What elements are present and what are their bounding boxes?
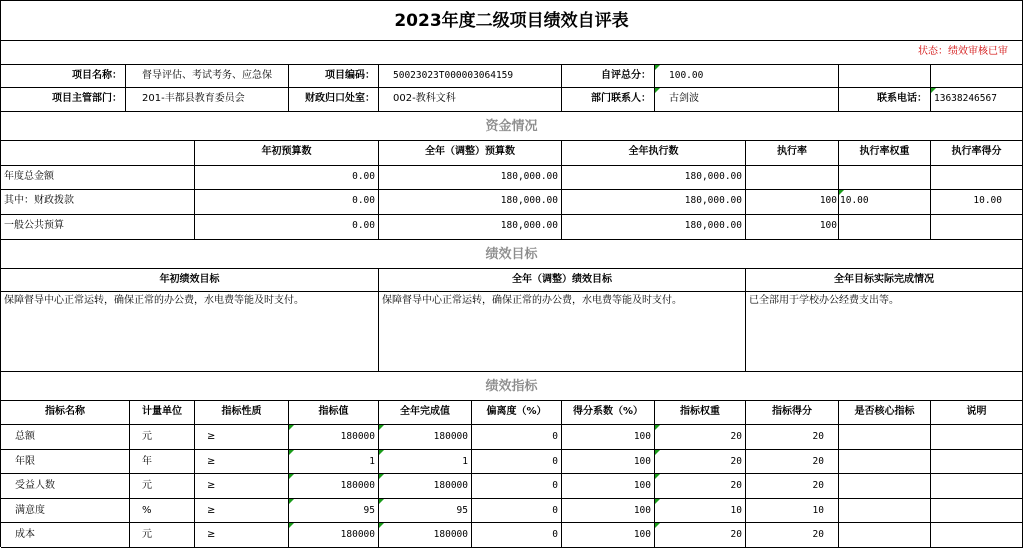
indicator-cell-core[interactable] — [839, 425, 931, 450]
indicator-header-name: 指标名称 — [1, 401, 130, 425]
indicator-cell-weight[interactable]: 20 — [655, 474, 746, 499]
status-text: 状态：绩效审核已审 — [1, 41, 1023, 65]
goals-adjusted-text[interactable]: 保障督导中心正常运转，确保正常的办公费，水电费等能及时支付。 — [379, 292, 746, 372]
self-score-value[interactable]: 100.00 — [655, 65, 839, 88]
finance-label: 财政归口处室： — [289, 88, 379, 112]
indicator-cell-done[interactable]: 180000 — [379, 474, 472, 499]
indicator-cell-name: 总额 — [1, 425, 130, 450]
indicator-cell-weight[interactable]: 10 — [655, 499, 746, 524]
funds-row-score[interactable]: 10.00 — [931, 190, 1023, 215]
indicator-cell-core[interactable] — [839, 474, 931, 499]
indicator-cell-unit[interactable]: 年 — [130, 450, 195, 475]
project-code-label: 项目编码： — [289, 65, 379, 88]
funds-row-adjusted[interactable]: 180,000.00 — [379, 215, 562, 240]
indicator-header-unit: 计量单位 — [130, 401, 195, 425]
funds-header-empty — [1, 141, 195, 166]
indicator-cell-done[interactable]: 95 — [379, 499, 472, 524]
indicator-cell-nature[interactable]: ≥ — [195, 450, 289, 475]
funds-header-rate: 执行率 — [746, 141, 839, 166]
indicator-cell-done[interactable]: 180000 — [379, 523, 472, 548]
funds-row-adjusted[interactable]: 180,000.00 — [379, 166, 562, 190]
indicator-header-value: 指标值 — [289, 401, 379, 425]
funds-row-initial[interactable]: 0.00 — [195, 215, 379, 240]
funds-row-score[interactable] — [931, 166, 1023, 190]
goals-header-initial: 年初绩效目标 — [1, 269, 379, 292]
indicator-cell-note[interactable] — [931, 425, 1023, 450]
goals-section-title: 绩效目标 — [1, 240, 1023, 269]
indicator-cell-score[interactable]: 20 — [746, 474, 839, 499]
indicator-cell-nature[interactable]: ≥ — [195, 523, 289, 548]
phone-value[interactable]: 13638246567 — [931, 88, 1023, 112]
contact-value[interactable]: 古剑波 — [655, 88, 839, 112]
indicator-cell-deviation[interactable]: 0 — [472, 474, 562, 499]
indicator-cell-coef[interactable]: 100 — [562, 523, 655, 548]
indicator-cell-weight[interactable]: 20 — [655, 523, 746, 548]
dept-label: 项目主管部门： — [1, 88, 126, 112]
indicator-cell-score[interactable]: 10 — [746, 499, 839, 524]
indicator-cell-nature[interactable]: ≥ — [195, 499, 289, 524]
indicator-cell-note[interactable] — [931, 474, 1023, 499]
funds-row-name: 年度总金额 — [1, 166, 195, 190]
funds-header-score: 执行率得分 — [931, 141, 1023, 166]
indicator-cell-nature[interactable]: ≥ — [195, 474, 289, 499]
funds-row-name: 一般公共预算 — [1, 215, 195, 240]
indicator-cell-score[interactable]: 20 — [746, 523, 839, 548]
indicator-cell-deviation[interactable]: 0 — [472, 499, 562, 524]
goals-actual-text[interactable]: 已全部用于学校办公经费支出等。 — [746, 292, 1023, 372]
empty-cell — [839, 65, 931, 88]
funds-row-score[interactable] — [931, 215, 1023, 240]
project-name-label: 项目名称： — [1, 65, 126, 88]
indicator-header-done: 全年完成值 — [379, 401, 472, 425]
funds-row-initial[interactable]: 0.00 — [195, 190, 379, 215]
indicator-cell-weight[interactable]: 20 — [655, 450, 746, 475]
self-score-label: 自评总分： — [562, 65, 655, 88]
indicator-header-weight: 指标权重 — [655, 401, 746, 425]
indicator-cell-weight[interactable]: 20 — [655, 425, 746, 450]
sheet-title: 2023年度二级项目绩效自评表 — [1, 1, 1023, 41]
funds-row-initial[interactable]: 0.00 — [195, 166, 379, 190]
project-code-value[interactable]: 50023023T000003064159 — [379, 65, 562, 88]
indicator-header-note: 说明 — [931, 401, 1023, 425]
indicator-cell-value[interactable]: 180000 — [289, 425, 379, 450]
indicator-cell-name: 成本 — [1, 523, 130, 548]
empty-cell — [931, 65, 1023, 88]
funds-row-rate[interactable] — [746, 166, 839, 190]
indicator-cell-nature[interactable]: ≥ — [195, 425, 289, 450]
indicator-header-nature: 指标性质 — [195, 401, 289, 425]
goals-header-actual: 全年目标实际完成情况 — [746, 269, 1023, 292]
indicator-cell-score[interactable]: 20 — [746, 425, 839, 450]
dept-value[interactable]: 201-丰都县教育委员会 — [126, 88, 289, 112]
indicator-cell-coef[interactable]: 100 — [562, 499, 655, 524]
funds-header-initial: 年初预算数 — [195, 141, 379, 166]
goals-initial-text[interactable]: 保障督导中心正常运转，确保正常的办公费，水电费等能及时支付。 — [1, 292, 379, 372]
indicator-cell-coef[interactable]: 100 — [562, 450, 655, 475]
funds-header-executed: 全年执行数 — [562, 141, 746, 166]
indicator-cell-core[interactable] — [839, 450, 931, 475]
funds-header-adjusted: 全年（调整）预算数 — [379, 141, 562, 166]
indicator-cell-note[interactable] — [931, 450, 1023, 475]
indicator-cell-name: 年限 — [1, 450, 130, 475]
funds-row-adjusted[interactable]: 180,000.00 — [379, 190, 562, 215]
indicator-cell-unit[interactable]: 元 — [130, 523, 195, 548]
funds-row-rate[interactable]: 100 — [746, 215, 839, 240]
indicator-header-core: 是否核心指标 — [839, 401, 931, 425]
funds-row-rate[interactable]: 100 — [746, 190, 839, 215]
indicator-header-score: 指标得分 — [746, 401, 839, 425]
indicator-cell-deviation[interactable]: 0 — [472, 523, 562, 548]
funds-row-executed[interactable]: 180,000.00 — [562, 215, 746, 240]
indicator-cell-value[interactable]: 95 — [289, 499, 379, 524]
funds-row-weight[interactable]: 10.00 — [839, 190, 931, 215]
indicator-cell-coef[interactable]: 100 — [562, 425, 655, 450]
indicator-cell-core[interactable] — [839, 523, 931, 548]
indicator-cell-unit[interactable]: 元 — [130, 425, 195, 450]
phone-label: 联系电话： — [839, 88, 931, 112]
indicator-cell-note[interactable] — [931, 523, 1023, 548]
indicator-cell-done[interactable]: 1 — [379, 450, 472, 475]
indicator-cell-value[interactable]: 180000 — [289, 474, 379, 499]
indicator-cell-note[interactable] — [931, 499, 1023, 524]
funds-header-weight: 执行率权重 — [839, 141, 931, 166]
indicator-cell-core[interactable] — [839, 499, 931, 524]
project-name-value[interactable]: 督导评估、考试考务、应急保 — [126, 65, 289, 88]
funds-row-name: 其中：财政拨款 — [1, 190, 195, 215]
indicator-cell-done[interactable]: 180000 — [379, 425, 472, 450]
finance-value[interactable]: 002-教科文科 — [379, 88, 562, 112]
funds-row-executed[interactable]: 180,000.00 — [562, 190, 746, 215]
contact-label: 部门联系人： — [562, 88, 655, 112]
indicator-cell-value[interactable]: 1 — [289, 450, 379, 475]
indicator-cell-deviation[interactable]: 0 — [472, 425, 562, 450]
indicator-cell-unit[interactable]: % — [130, 499, 195, 524]
goals-header-adjusted: 全年（调整）绩效目标 — [379, 269, 746, 292]
indicator-cell-name: 满意度 — [1, 499, 130, 524]
funds-row-executed[interactable]: 180,000.00 — [562, 166, 746, 190]
indicators-section-title: 绩效指标 — [1, 372, 1023, 401]
funds-section-title: 资金情况 — [1, 112, 1023, 141]
indicator-cell-unit[interactable]: 元 — [130, 474, 195, 499]
indicator-cell-value[interactable]: 180000 — [289, 523, 379, 548]
indicator-cell-score[interactable]: 20 — [746, 450, 839, 475]
funds-row-weight[interactable] — [839, 215, 931, 240]
indicator-header-coef: 得分系数（%） — [562, 401, 655, 425]
indicator-cell-coef[interactable]: 100 — [562, 474, 655, 499]
funds-row-weight[interactable] — [839, 166, 931, 190]
indicator-cell-name: 受益人数 — [1, 474, 130, 499]
indicator-cell-deviation[interactable]: 0 — [472, 450, 562, 475]
indicator-header-deviation: 偏离度（%） — [472, 401, 562, 425]
